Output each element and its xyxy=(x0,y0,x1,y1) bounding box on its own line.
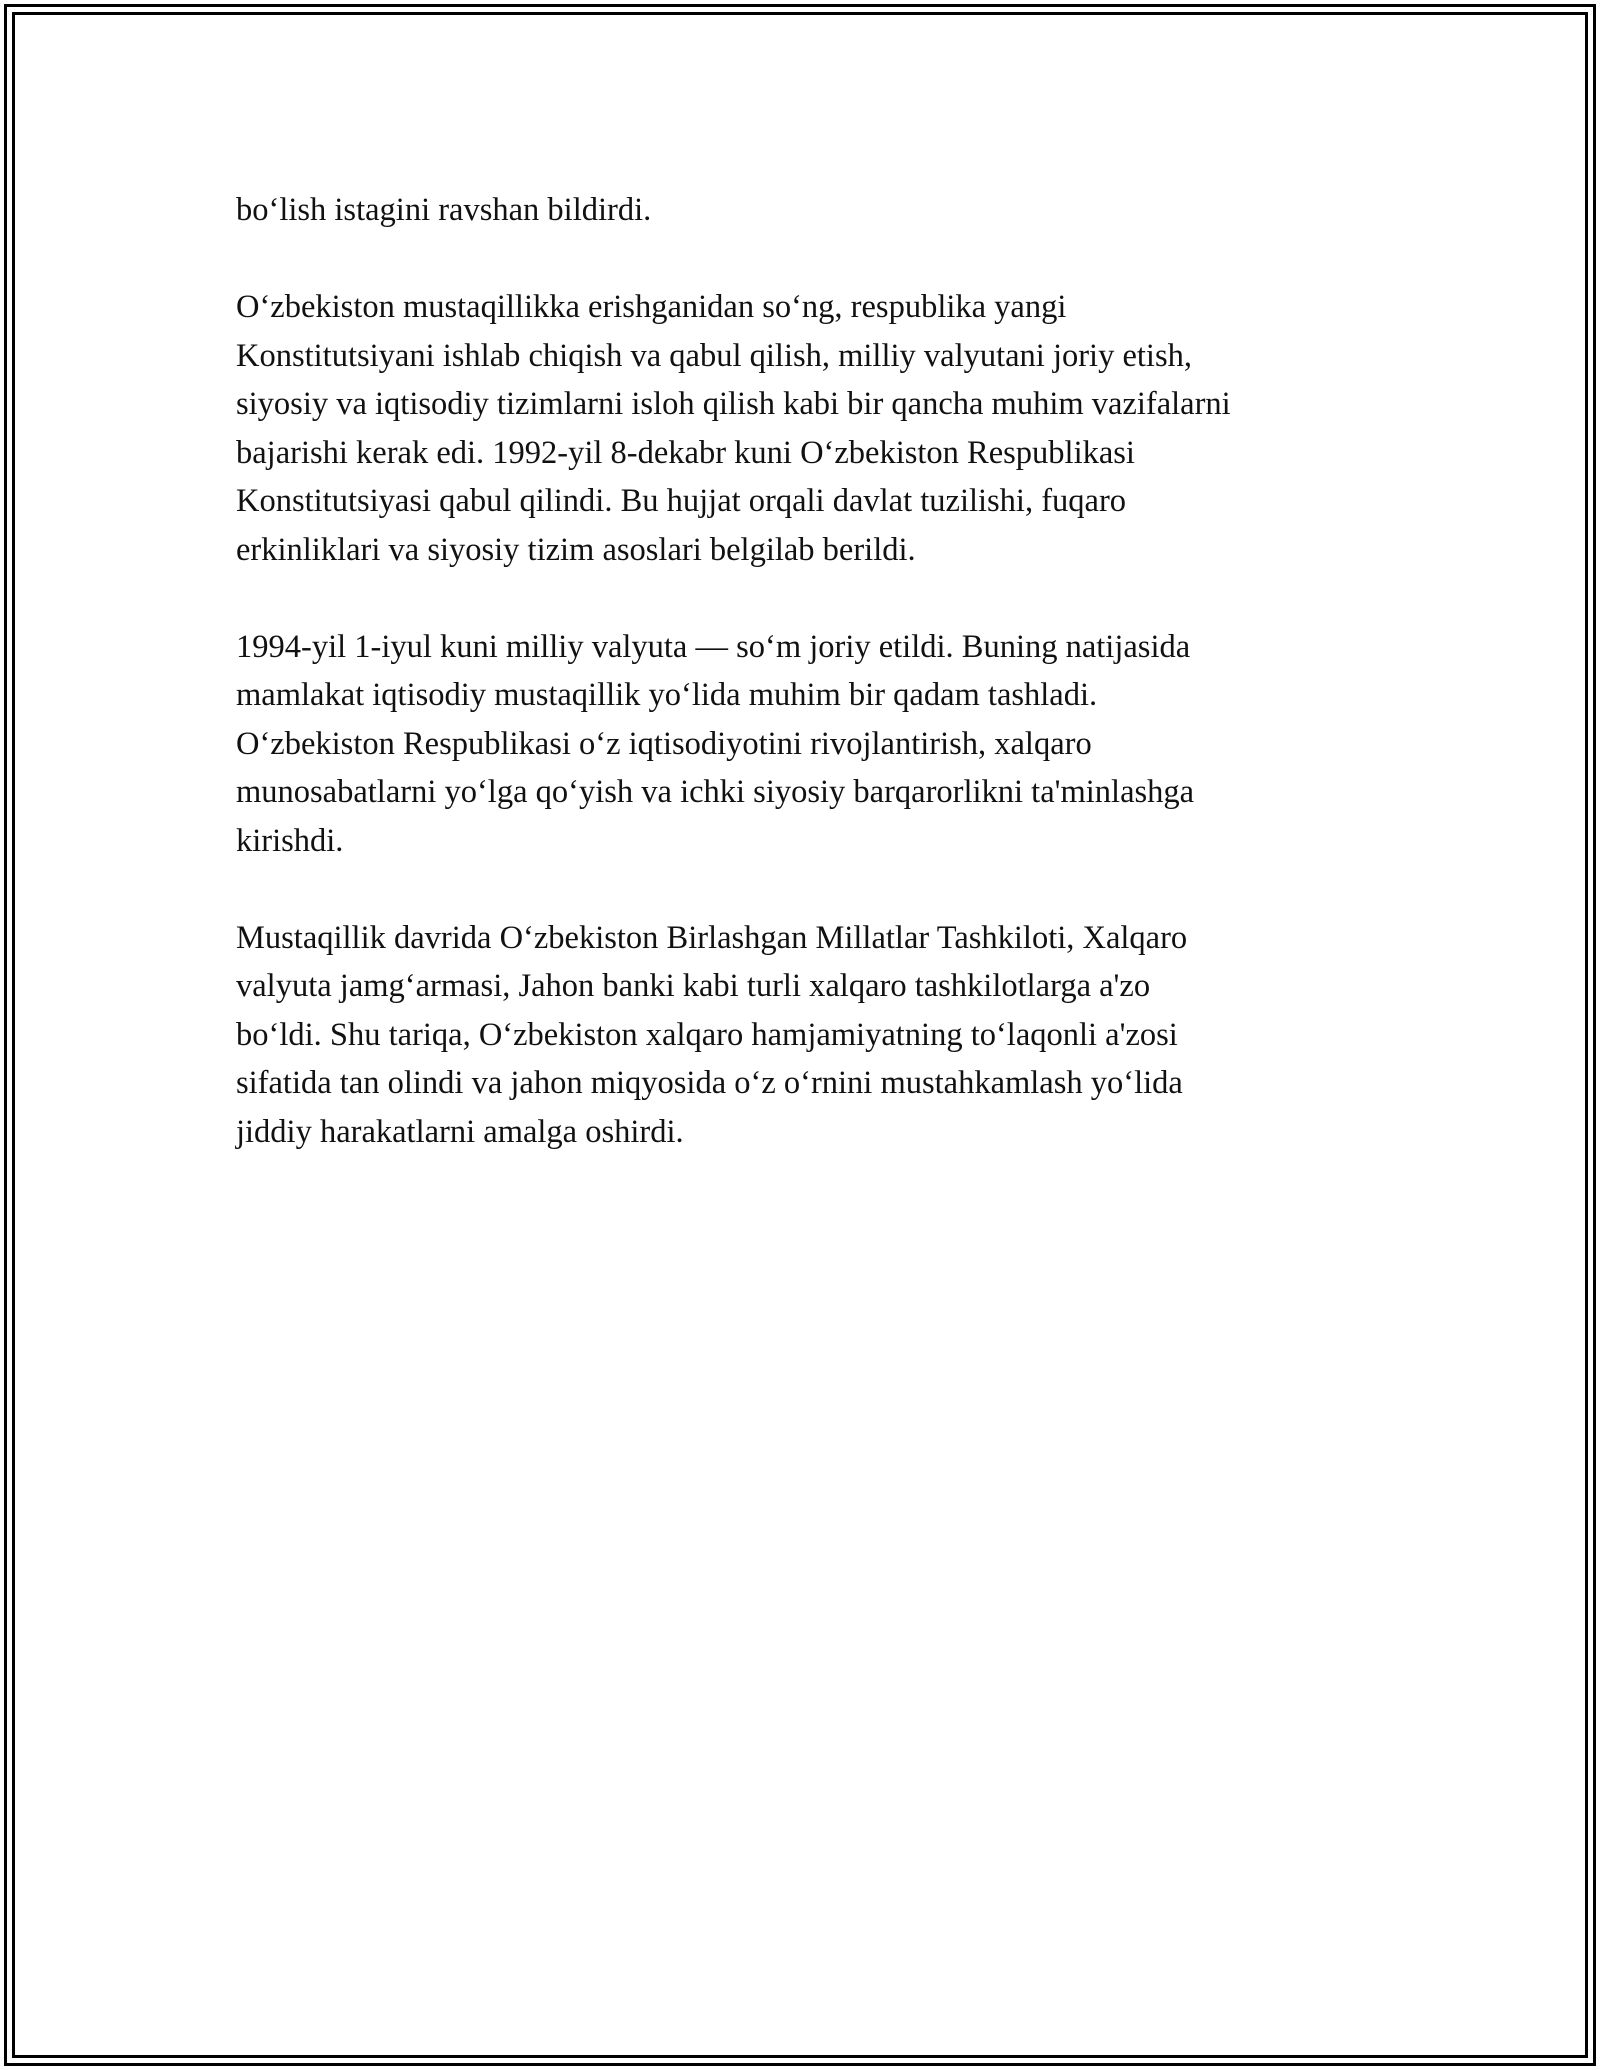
text-line: siyosiy va iqtisodiy tizimlarni isloh qilish kabi bir qancha muhim vazifalarni xyxy=(236,386,1231,422)
paragraph-2 xyxy=(236,283,1396,574)
text-line: kirishdi. xyxy=(236,822,344,859)
text-line: valyuta jamg‘armasi, Jahon banki kabi turli xalqaro tashkilotlarga a'zo xyxy=(236,968,1151,1004)
paragraph-4 xyxy=(236,914,1396,1157)
text-line: bo‘ldi. Shu tariqa, O‘zbekiston xalqaro hamjamiyatning to‘laqonli a'zosi xyxy=(236,1016,1178,1053)
text-line: Konstitutsiyasi qabul qilindi. Bu hujjat orqali davlat tuzilishi, fuqaro xyxy=(236,483,1127,519)
paragraph-1 xyxy=(236,186,1396,235)
text-line: sifatida tan olindi va jahon miqyosida o‘z o‘rnini mustahkamlash yo‘lida xyxy=(236,1065,1183,1101)
text-line: bo‘lish istagini ravshan bildirdi. xyxy=(236,192,652,228)
document-body xyxy=(236,186,1396,1205)
text-line: O‘zbekiston Respublikasi o‘z iqtisodiyotini rivojlantirish, xalqaro xyxy=(236,725,1092,762)
text-line: Konstitutsiyani ishlab chiqish va qabul qilish, milliy valyutani joriy etish, xyxy=(236,337,1192,374)
text-line: erkinliklari va siyosiy tizim asoslari belgilab berildi. xyxy=(236,531,916,568)
text-line: munosabatlarni yo‘lga qo‘yish va ichki siyosiy barqarorlikni ta'minlashga xyxy=(236,774,1195,810)
text-line: jiddiy harakatlarni amalga oshirdi. xyxy=(236,1113,684,1150)
paragraph-3 xyxy=(236,623,1396,866)
text-line: mamlakat iqtisodiy mustaqillik yo‘lida muhim bir qadam tashladi. xyxy=(236,677,1098,713)
text-line: 1994-yil 1-iyul kuni milliy valyuta — so‘m joriy etildi. Buning natijasida xyxy=(236,628,1191,665)
text-line: bajarishi kerak edi. 1992-yil 8-dekabr kuni O‘zbekiston Respublikasi xyxy=(236,434,1135,471)
text-line: Mustaqillik davrida O‘zbekiston Birlashgan Millatlar Tashkiloti, Xalqaro xyxy=(236,919,1188,956)
text-line: O‘zbekiston mustaqillikka erishganidan so‘ng, respublika yangi xyxy=(236,289,1067,325)
